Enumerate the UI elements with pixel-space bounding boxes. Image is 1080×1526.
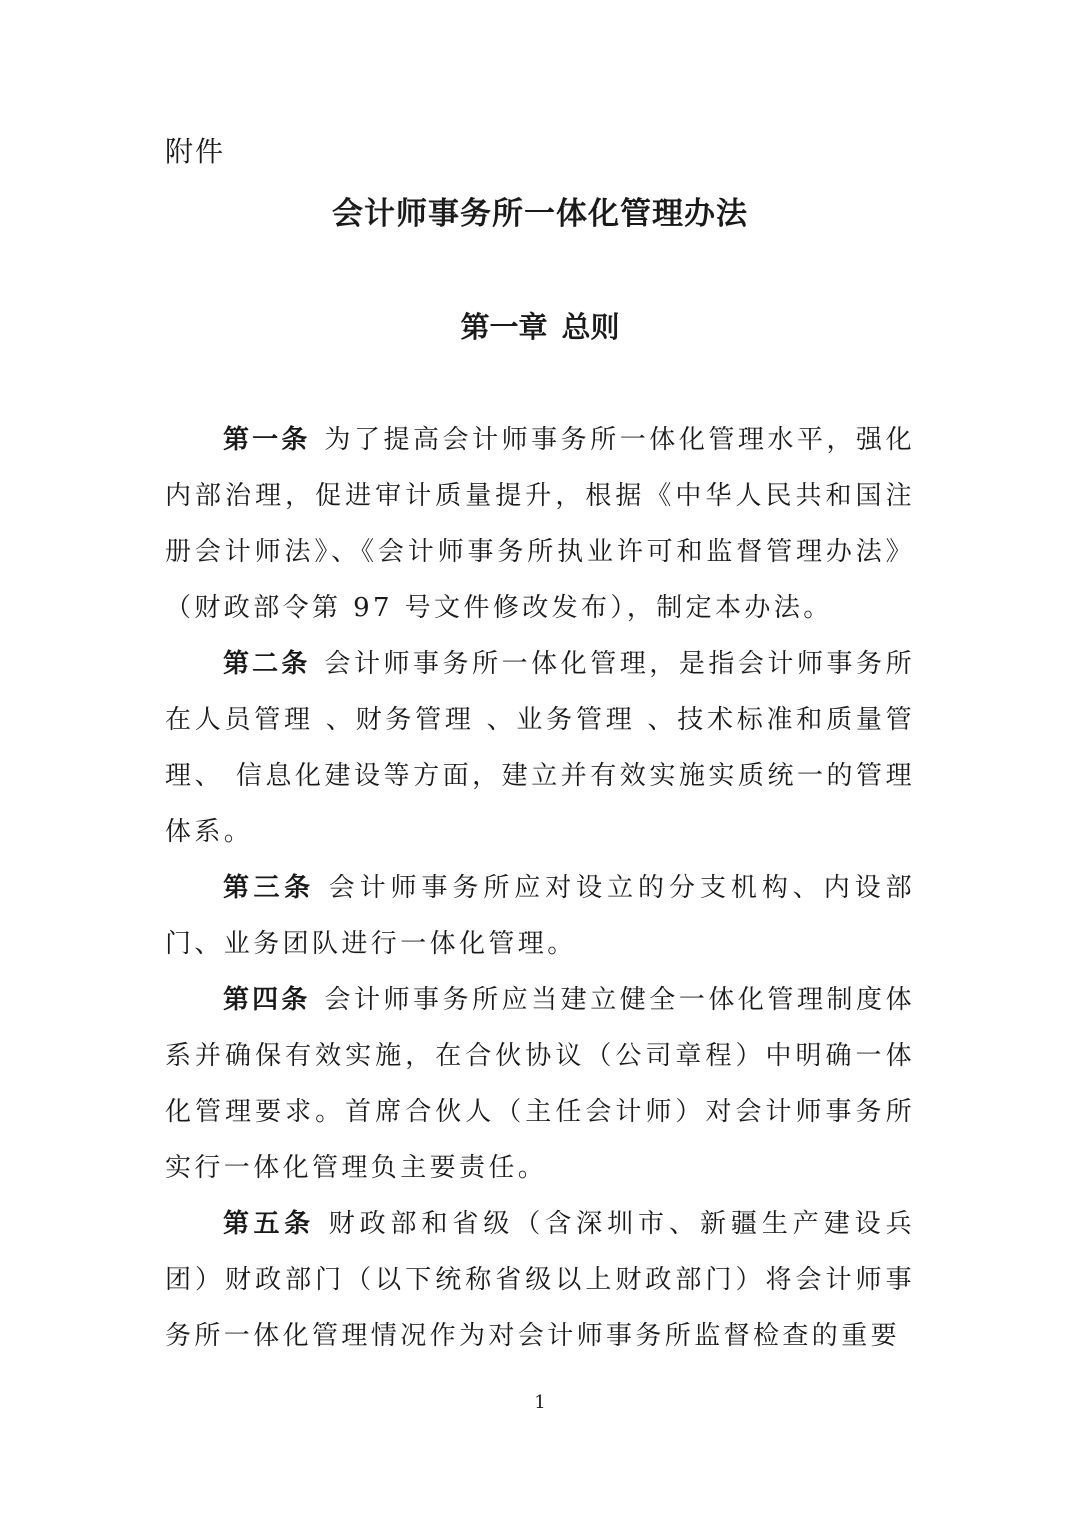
article-2	[165, 636, 915, 860]
article-label: 第一条	[223, 425, 311, 455]
chapter-number: 第一章	[460, 310, 548, 344]
chapter-heading	[0, 305, 1080, 346]
attachment-label: 附件	[165, 135, 226, 168]
article-3	[165, 860, 915, 972]
article-4	[165, 972, 915, 1196]
page-number: 1	[534, 1392, 546, 1413]
chapter-name: 总则	[561, 310, 620, 344]
article-text: 为了提高会计师事务所一体化管理水平，强化内部治理，促进审计质量提升，根据《中华人民共和国注册会计师法》、《会计师事务所执业许可和监督管理办法》（财政部令第 97 号文件修改发布），制定本办法。	[165, 425, 915, 623]
article-text: 会计师事务所应对设立的分支机构、内设部门、业务团队进行一体化管理。	[165, 873, 915, 959]
article-text: 财政部和省级（含深圳市、新疆生产建设兵团）财政部门（以下统称省级以上财政部门）将会计师事务所一体化管理情况作为对会计师事务所监督检查的重要	[165, 1209, 915, 1351]
article-label: 第四条	[223, 985, 311, 1015]
article-text: 会计师事务所一体化管理，是指会计师事务所在人员管理 、财务管理 、业务管理 、技术标准和质量管理、 信息化建设等方面，建立并有效实施实质统一的管理体系。	[165, 649, 915, 847]
document-title: 会计师事务所一体化管理办法	[332, 196, 748, 232]
article-label: 第二条	[223, 649, 311, 679]
article-1	[165, 412, 915, 636]
article-text: 会计师事务所应当建立健全一体化管理制度体系并确保有效实施，在合伙协议（公司章程）中明确一体化管理要求。首席合伙人（主任会计师）对会计师事务所实行一体化管理负主要责任。	[165, 985, 915, 1183]
article-5	[165, 1196, 915, 1364]
article-label: 第五条	[223, 1209, 315, 1239]
document-body	[165, 412, 915, 1364]
article-label: 第三条	[223, 873, 315, 903]
